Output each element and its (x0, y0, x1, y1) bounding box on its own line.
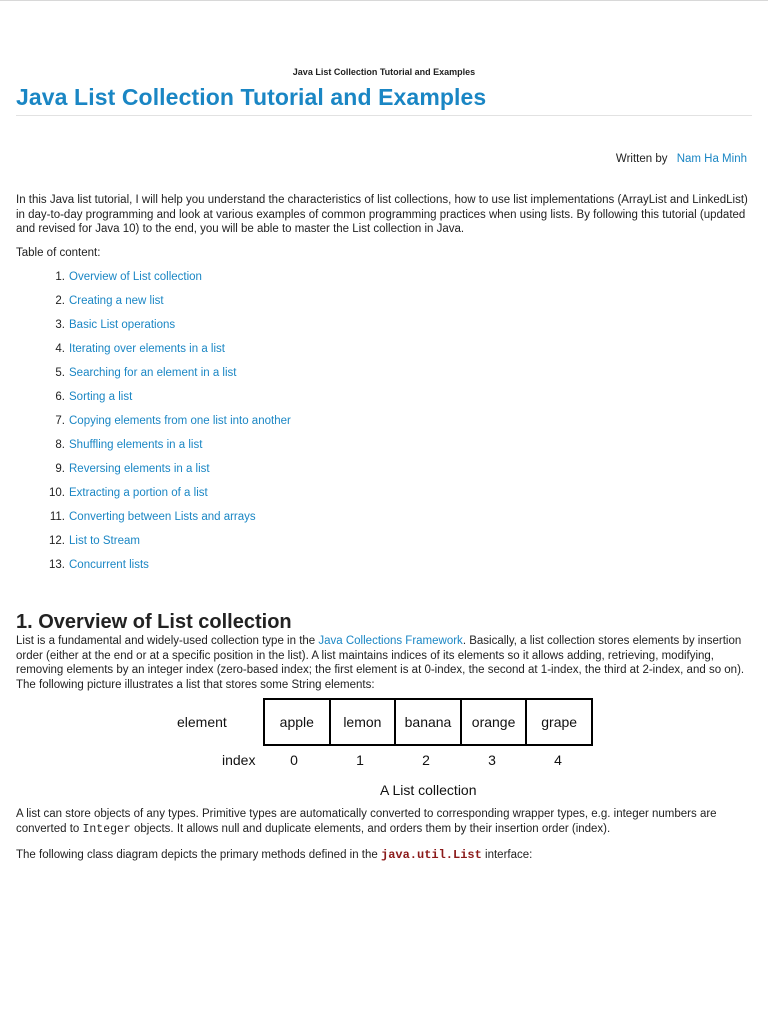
overview-paragraph (16, 634, 752, 692)
toc-number: 5. (55, 367, 65, 379)
overview-text-cont: . Basically, a list collection stores elements by insertion order (either at the end or at a specific position in the list). A list maintains indices of its elements so it allows adding, retrieving, modifying, removing elements by an integer index (zero-based index; the first element is at 0-index, the second at 1-index, the third at 2-index, and so on). The following picture illustrates a list that stores some String elements: (16, 635, 745, 691)
toc-item (16, 342, 291, 366)
running-header: Java List Collection Tutorial and Examples (292, 67, 476, 77)
toc-item (16, 366, 291, 390)
collections-framework-link[interactable]: Java Collections Framework (318, 635, 463, 647)
toc-item (16, 270, 291, 294)
toc-link[interactable]: Sorting a list (69, 391, 133, 403)
index-label: index (222, 752, 256, 768)
index-value: 3 (488, 752, 496, 768)
element-cells (263, 698, 593, 746)
toc-link[interactable]: Creating a new list (69, 295, 164, 307)
list-cell: apple (265, 700, 331, 744)
toc-item (16, 318, 291, 342)
author-link[interactable]: Nam Ha Minh (676, 153, 747, 165)
toc-item (16, 486, 291, 510)
toc-link[interactable]: Concurrent lists (69, 559, 149, 571)
toc-number: 6. (55, 391, 65, 403)
toc-link[interactable]: Reversing elements in a list (69, 463, 210, 475)
toc-item (16, 462, 291, 486)
toc-number: 11. (49, 511, 65, 523)
index-value: 4 (554, 752, 562, 768)
toc-link[interactable]: Iterating over elements in a list (69, 343, 225, 355)
toc-link[interactable]: Searching for an element in a list (69, 367, 237, 379)
toc-number: 8. (55, 439, 65, 451)
toc-link[interactable]: Converting between Lists and arrays (69, 511, 256, 523)
toc-item (16, 294, 291, 318)
list-cell: orange (462, 700, 528, 744)
types-text-cont: objects. It allows null and duplicate elements, and orders them by their insertion order (index). (130, 822, 611, 835)
figure-caption: A List collection (380, 782, 477, 798)
toc-number: 7. (55, 415, 65, 427)
toc-number: 10. (49, 487, 65, 499)
class-diagram-text: The following class diagram depicts the primary methods defined in the (16, 849, 381, 861)
toc-number: 9. (55, 463, 65, 475)
index-value: 1 (356, 752, 364, 768)
title-divider (16, 115, 752, 116)
toc-number: 2. (55, 295, 65, 307)
toc-item (16, 534, 291, 558)
toc-item (16, 414, 291, 438)
toc-link[interactable]: Shuffling elements in a list (69, 439, 203, 451)
types-paragraph (16, 807, 752, 837)
intro-paragraph: In this Java list tutorial, I will help you understand the characteristics of list collections, how to use list implementations (ArrayList and LinkedList) in day-to-day programming and look at various examples of common programming practices when using lists. By following this tutorial (updated and revised for Java 10) to the end, you will be able to master the List collection in Java. (16, 194, 748, 235)
toc-link[interactable]: List to Stream (69, 535, 140, 547)
class-diagram-paragraph (16, 848, 752, 863)
article-title: Java List Collection Tutorial and Examples (16, 84, 487, 110)
types-text: A list can store objects of any types. Primitive types are automatically converted to corresponding wrapper types, e.g. integer numbers are converted to (16, 808, 717, 835)
overview-text: List is a fundamental and widely-used collection type in the (16, 635, 319, 647)
toc-item (16, 558, 291, 582)
toc-number: 12. (49, 535, 65, 547)
toc-link[interactable]: Copying elements from one list into another (69, 415, 291, 427)
toc-link[interactable]: Basic List operations (69, 319, 176, 331)
table-of-contents (16, 270, 291, 582)
class-diagram-text-cont: interface: (481, 849, 533, 861)
toc-link[interactable]: Overview of List collection (69, 271, 202, 283)
list-cell: banana (396, 700, 462, 744)
list-cell: lemon (331, 700, 397, 744)
byline (616, 153, 747, 165)
top-divider (0, 0, 768, 1)
toc-item (16, 390, 291, 414)
toc-label: Table of content: (16, 247, 101, 259)
section-heading: 1. Overview of List collection (16, 611, 292, 633)
toc-item (16, 438, 291, 462)
index-value: 2 (422, 752, 430, 768)
index-value: 0 (290, 752, 298, 768)
toc-number: 4. (55, 343, 65, 355)
toc-number: 1. (55, 271, 65, 283)
list-diagram (170, 698, 610, 802)
list-cell: grape (541, 714, 578, 730)
byline-prefix: Written by (615, 153, 668, 165)
toc-number: 13. (49, 559, 65, 571)
integer-code: Integer (82, 822, 131, 836)
element-label: element (177, 714, 227, 730)
toc-number: 3. (55, 319, 65, 331)
toc-link[interactable]: Extracting a portion of a list (69, 487, 208, 499)
toc-item (16, 510, 291, 534)
java-util-list-code: java.util.List (381, 848, 482, 862)
